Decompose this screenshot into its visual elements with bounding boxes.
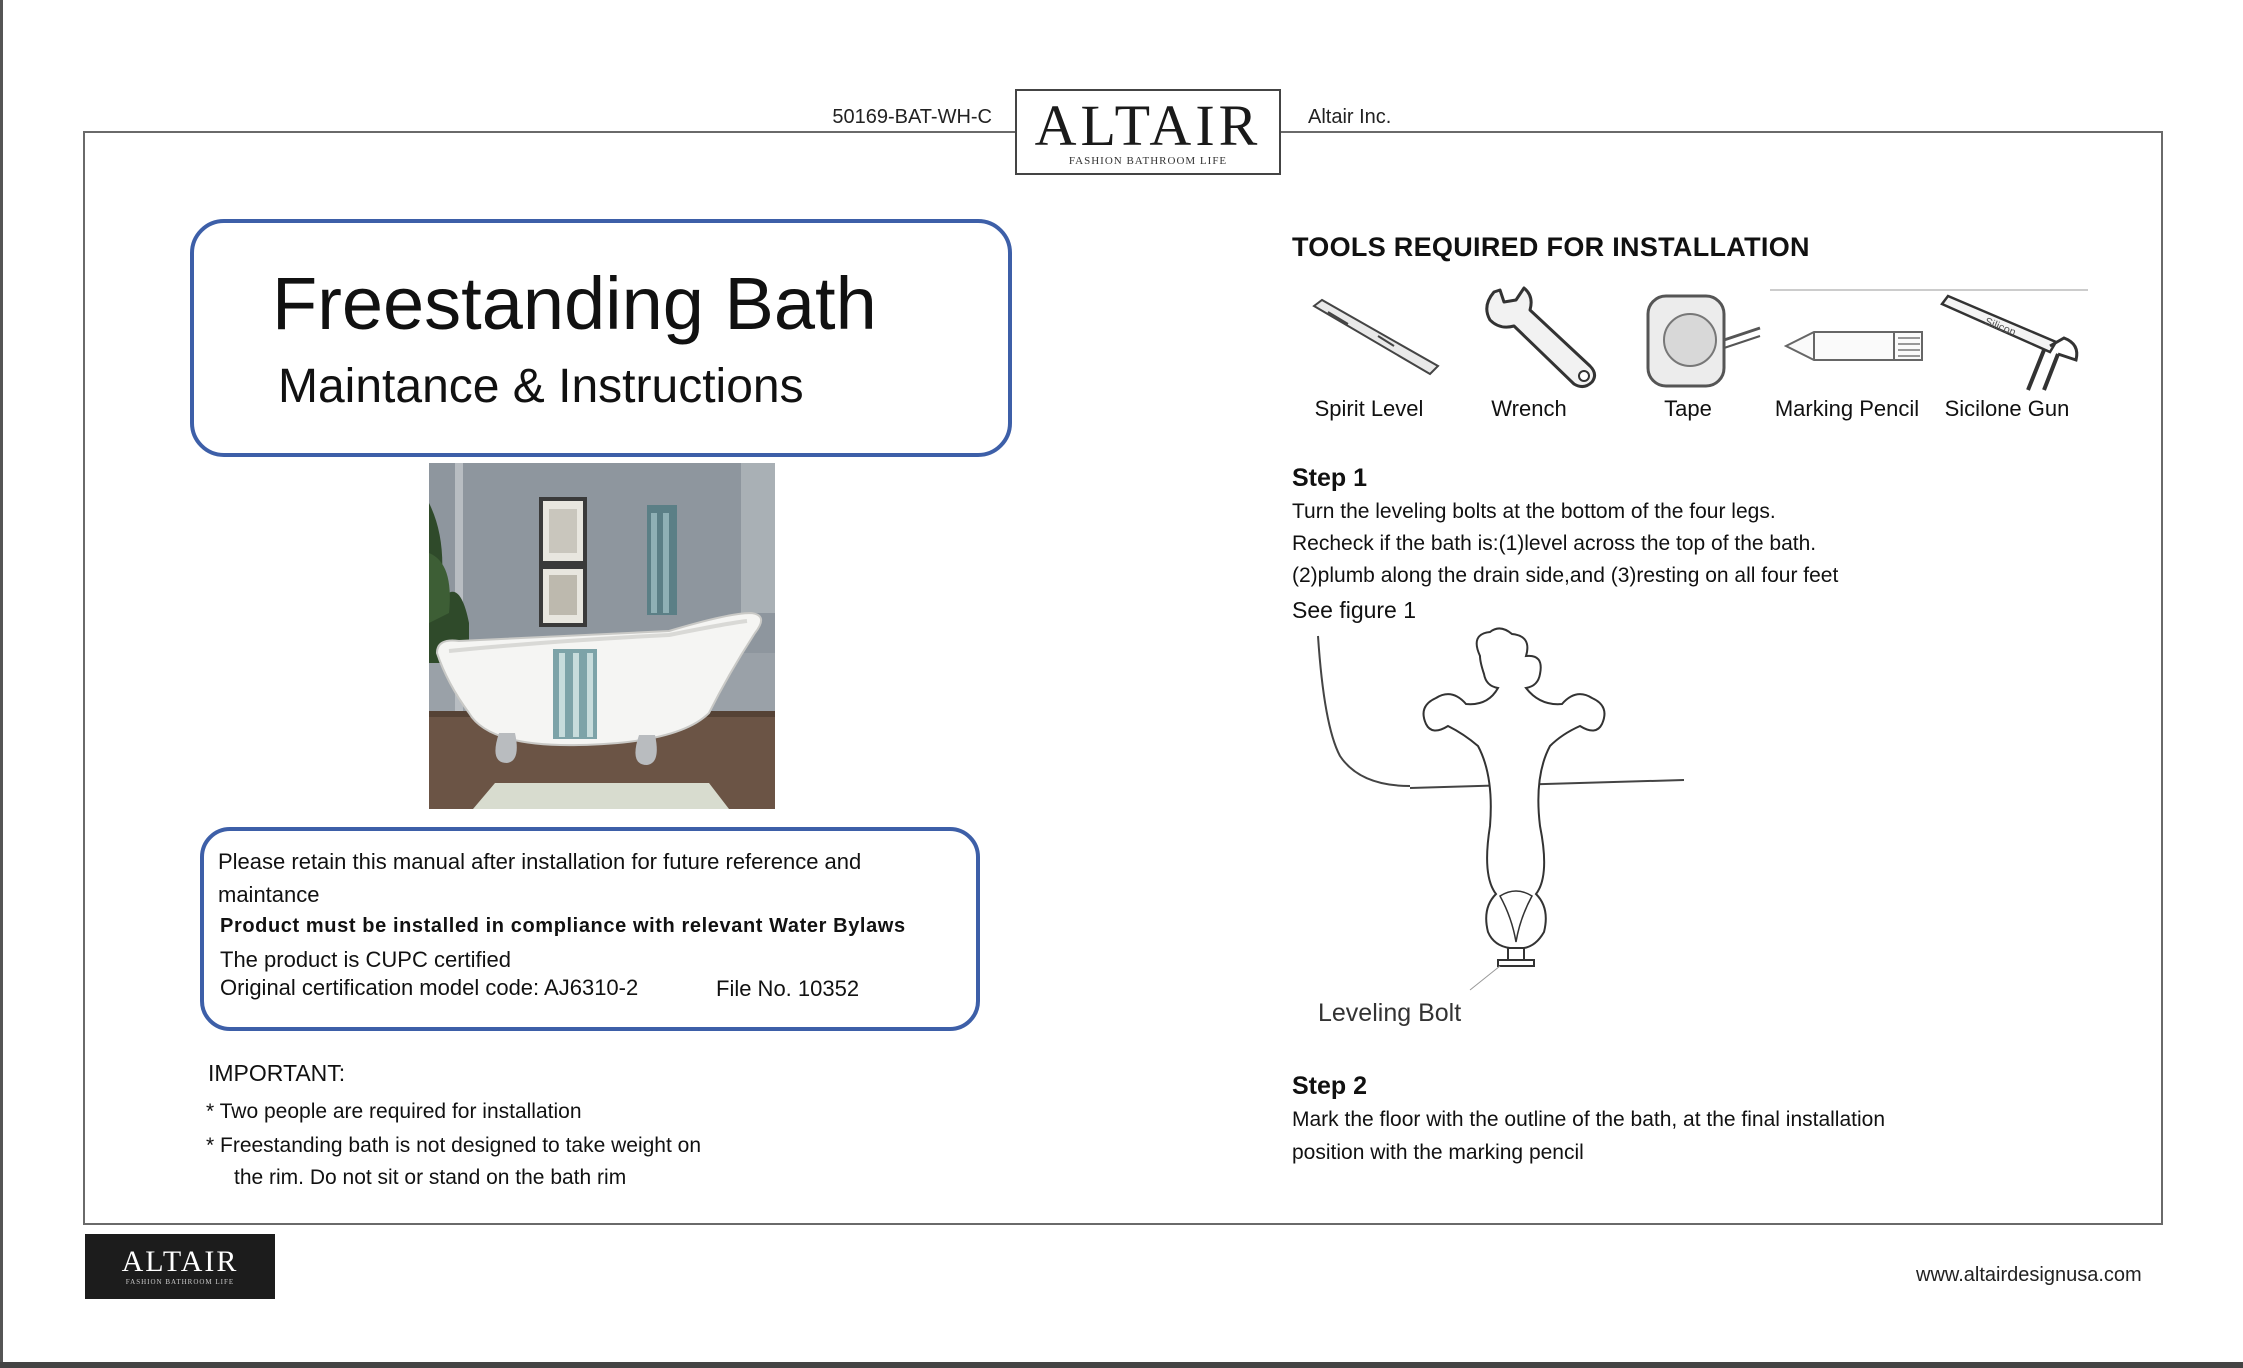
important-item: * Two people are required for installation — [206, 1100, 582, 1123]
tool-label-marking-pencil: Marking Pencil — [1774, 396, 1920, 421]
footer-logo-tagline: FASHION BATHROOM LIFE — [125, 1278, 235, 1286]
caulk-gun-icon — [1940, 294, 2084, 394]
page-edge-bottom — [0, 1362, 2243, 1368]
company-name: Altair Inc. — [1308, 106, 1392, 128]
wrench-icon — [1480, 286, 1604, 390]
step2-heading: Step 2 — [1292, 1072, 1368, 1100]
tool-label-sicilone-gun: Sicilone Gun — [1944, 396, 2070, 421]
important-item: * Freestanding bath is not designed to take weight on — [206, 1134, 701, 1157]
important-item: the rim. Do not sit or stand on the bath rim — [234, 1166, 627, 1189]
page-edge-left — [0, 0, 3, 1368]
pencil-icon — [1784, 326, 1926, 366]
title-box — [190, 219, 1012, 457]
notice-model-code: Original certification model code: AJ6310-2 — [220, 975, 639, 1000]
tool-label-wrench: Wrench — [1491, 396, 1567, 421]
page-title: Freestanding Bath — [272, 262, 877, 345]
header-logo-tagline: FASHION BATHROOM LIFE — [1068, 155, 1228, 167]
tool-label-spirit-level: Spirit Level — [1314, 396, 1424, 421]
leveling-bolt-figure — [1300, 626, 1700, 996]
tool-label-tape: Tape — [1664, 396, 1712, 421]
notice-file-no: File No. 10352 — [716, 976, 860, 1001]
header-logo — [1015, 89, 1281, 175]
footer-logo — [85, 1234, 275, 1299]
footer-logo-name: ALTAIR — [121, 1245, 239, 1278]
tape-measure-icon — [1644, 290, 1764, 390]
header-logo-name: ALTAIR — [1034, 93, 1262, 158]
bathtub-photo — [429, 463, 775, 809]
notice-line-2: maintance — [218, 882, 320, 907]
step1-see-figure: See figure 1 — [1292, 597, 1417, 623]
notice-compliance: Product must be installed in compliance with relevant Water Bylaws — [220, 915, 906, 937]
gun-silicon-label: Silicon — [1982, 315, 2018, 339]
model-code: 50169-BAT-WH-C — [832, 106, 992, 128]
step1-heading: Step 1 — [1292, 464, 1368, 492]
step1-line: Turn the leveling bolts at the bottom of the four legs. — [1292, 500, 1776, 523]
notice-box — [200, 827, 980, 1031]
tools-title: TOOLS REQUIRED FOR INSTALLATION — [1292, 232, 1810, 262]
step1-line: Recheck if the bath is:(1)level across the top of the bath. — [1292, 532, 1817, 555]
footer-url[interactable]: www.altairdesignusa.com — [1916, 1264, 2142, 1286]
notice-line-1: Please retain this manual after installation for future reference and — [218, 849, 862, 874]
spirit-level-icon — [1308, 296, 1442, 386]
notice-certified: The product is CUPC certified — [220, 947, 511, 972]
step2-line: position with the marking pencil — [1292, 1141, 1584, 1164]
important-heading: IMPORTANT: — [208, 1060, 346, 1086]
tools-divider — [1770, 286, 2090, 294]
step1-line: (2)plumb along the drain side,and (3)resting on all four feet — [1292, 564, 1839, 587]
leveling-bolt-label: Leveling Bolt — [1318, 999, 1462, 1027]
page-subtitle: Maintance & Instructions — [278, 360, 804, 413]
step2-line: Mark the floor with the outline of the bath, at the final installation — [1292, 1108, 1886, 1131]
